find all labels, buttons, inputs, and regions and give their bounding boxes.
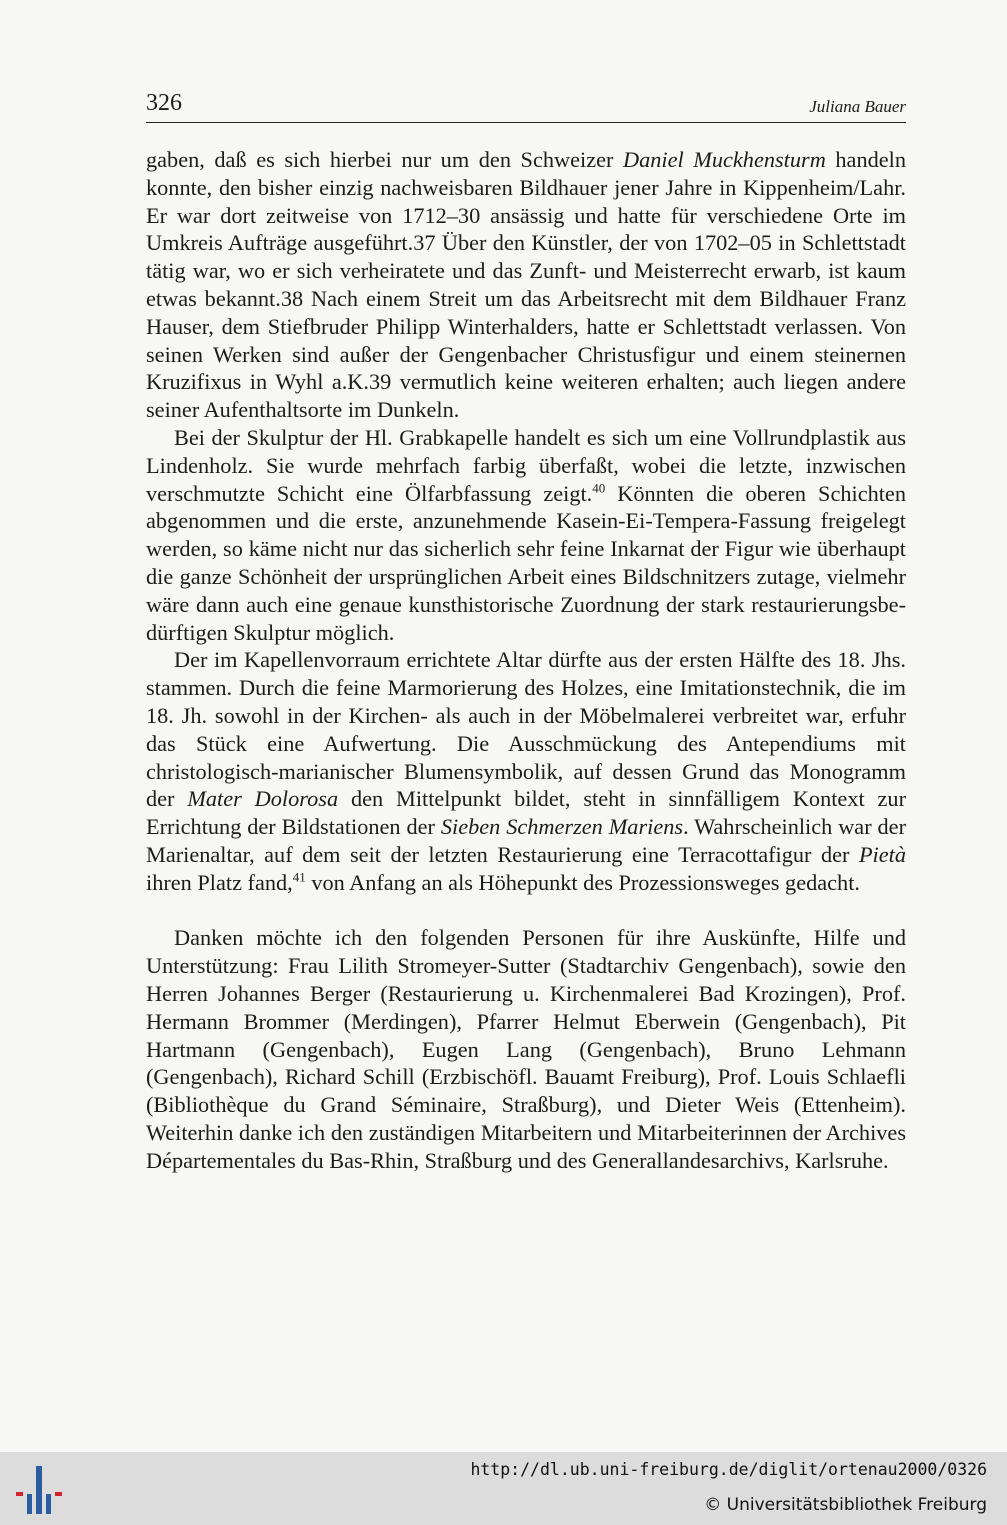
term-pieta: Pietà [858,841,906,867]
footnote-ref-41: 41 [292,869,306,885]
footer-bar [0,1452,1007,1525]
permalink-url[interactable]: http://dl.ub.uni-freiburg.de/diglit/ortenau2000/0326 [470,1460,987,1479]
page-header [146,88,906,123]
paragraph-1: gaben, daß es sich hierbei nur um den Schweizer Daniel Muckhensturm handeln konnte, den bisher einzig nachweisbaren Bildhauer jener Jahre in Kippenheim/Lahr. Er war dort zeitweise von 1712–30 ansässig und hatte für verschiedene Orte im Umkreis Aufträge ausgeführt.37 Über den Künstler, der von 1702–05 in Schlettstadt tätig war, wo er sich verheiratete und das Zunft- und Meisterrecht erwarb, ist kaum etwas bekannt.38 Nach einem Streit um das Arbeitsrecht mit dem Bildhauer Franz Hauser, dem Stiefbruder Philipp Winterhalders, hatte er Schlettstadt verlassen. Von seinen Werken sind außer der Gengenbacher Christusfigur und einem steinernen Kruzifixus in Wyhl a.K.39 vermutlich keine weiteren erhalten; auch liegen andere seiner Aufenthaltsorte im Dunkeln. [146,147,906,423]
name-muckhensturm: Daniel Muckhensturm [623,147,826,172]
term-mater-dolorosa: Mater Dolorosa [187,786,339,812]
acknowledgements-paragraph: Danken möchte ich den folgenden Personen für ihre Auskünfte, Hilfe und Unterstützung: Frau Lilith Stromeyer-Sutter (Stadtarchiv Gengenbach), sowie den Herren Johannes Berger (Restaurierung u. Kirchenmalerei Bad Krozingen), Prof. Hermann Brommer (Merdingen), Pfarrer Helmut Eberwein (Gengenbach), Pit Hartmann (Gengenbach), Eugen Lang (Gengenbach), Bruno Lehmann (Gengenbach), Richard Schill (Erzbischöfl. Bauamt Freiburg), Prof. Louis Schlaefli (Bibliothèque du Grand Séminaire, Straßburg), und Dieter Weis (Ettenheim). Weiterhin danke ich den zuständigen Mitarbeitern und Mitarbeiterinnen der Archives Départementales du Bas-Rhin, Straßburg und des Generallandesarchivs, Karlsruhe. [146,925,906,1173]
term-sieben-schmerzen: Sieben Schmerzen Mariens [440,814,684,840]
footnote-ref-40: 40 [592,480,606,496]
running-head-author: Juliana Bauer [809,97,906,116]
paragraph-3: Der im Kapellenvorraum errichtete Altar dürfte aus der ersten Hälfte des 18. Jhs. stammen. Durch die feine Marmorierung des Holzes, eine Imitationstechnik, die im 18. Jh. sowohl in der Kirchen- als auch in der Möbelmalerei verbreitet war, erfuhr das Stück eine Aufwertung. Die Ausschmückung des Antependiums mit christologisch-marianischer Blumensymbolik, auf dessen Grund das Monogramm der Mater Dolorosa den Mittelpunkt bildet, steht in sinnfälligem Kontext zur Errichtung der Bildstationen der Sieben Schmerzen Mariens. Wahrscheinlich war der Marienaltar, auf dem seit der letzten Restaurierung eine Terracottafigur der Pietà ihren Platz fand,$^{41}$ von Anfang an als Höhepunkt des Prozessionsweges gedacht. [146,647,907,895]
body-text [146,146,906,1174]
copyright-notice: © Universitätsbibliothek Freiburg [704,1495,987,1515]
page-number: 326 [146,90,182,116]
paragraph-2: Bei der Skulptur der Hl. Grabkapelle handelt es sich um eine Vollrundplastik aus Lindenholz. Sie wurde mehrfach farbig überfaßt, wobei die letzte, inzwischen verschmutzte Schicht eine Ölfarbfassung zeigt.$^{40}$ Könnten die oberen Schichten abgenommen und die erste, anzunehmende Kasein-Ei-Tempera-Fassung freigelegt werden, so käme nicht nur das sicherlich sehr feine Inkarnat der Figur wie überhaupt die ganze Schönheit der ursprünglichen Arbeit eines Bildschnitzers zutage, vielmehr wäre dann auch eine genaue kunsthistorische Zuordnung der stark restaurierungsbedürftigen Skulptur möglich. [146,424,906,645]
ub-freiburg-logo-icon [14,1464,64,1516]
